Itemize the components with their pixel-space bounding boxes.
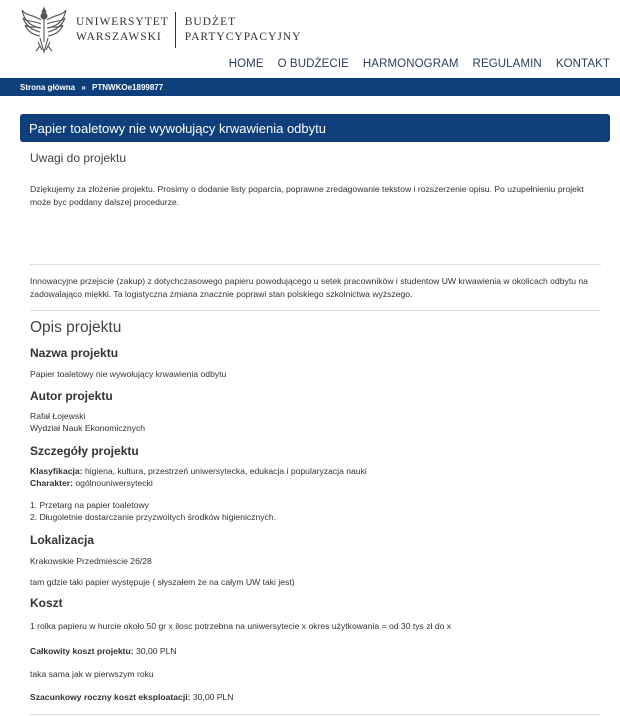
breadcrumb: [0, 78, 620, 96]
site-logo[interactable]: [20, 4, 301, 56]
divider: [30, 714, 601, 715]
autor-name: Rafał Łojewski: [30, 411, 86, 421]
page-title: Papier toaletowy nie wywołujący krwawienia odbytu: [20, 114, 610, 142]
lokalizacja-heading: Lokalizacja: [30, 533, 95, 547]
uwagi-text: Dziękujemy za złożenie projektu. Prosimy o dodanie listy poparcia, poprawne zredagowanie tekstow i rozszerzenie opisu. Po uzupełnieniu projekt może byc poddany dalszej procedurze.: [30, 184, 584, 207]
nav-regulamin[interactable]: REGULAMIN: [472, 58, 542, 70]
logo-line-1: UNIWERSYTET: [76, 16, 169, 28]
calkowity-value: 30,00 PLN: [133, 646, 177, 656]
charakter-row: [30, 477, 600, 489]
lokalizacja-address: Krakowskie Przedmiescie 26/28: [30, 556, 152, 566]
breadcrumb-home[interactable]: Strona główna: [20, 83, 76, 92]
nazwa-heading: Nazwa projektu: [30, 346, 119, 360]
calkowity-label: Całkowity koszt projektu:: [30, 646, 134, 656]
lokalizacja-note: tam gdzie taki papier występuje ( słyszałem że na całym UW taki jest): [30, 577, 295, 587]
autor-department: Wydział Nauk Ekonomicznych: [30, 423, 146, 433]
logo-line-4: PARTYCYPACYJNY: [184, 31, 302, 43]
logo-program-name: [185, 15, 302, 45]
roczny-value: 30,00 PLN: [190, 692, 234, 702]
logo-line-2: WARSZAWSKI: [76, 31, 162, 43]
nazwa-value: Papier toaletowy nie wywołujący krwawienia odbytu: [30, 369, 227, 379]
eagle-emblem-icon: [20, 4, 68, 56]
breadcrumb-separator: »: [81, 83, 86, 92]
divider: [30, 264, 601, 265]
site-header: [0, 0, 620, 78]
nav-kontakt[interactable]: KONTAKT: [555, 58, 610, 70]
uwagi-heading: Uwagi do projektu: [30, 151, 127, 165]
logo-line-3: BUDŻET: [184, 16, 237, 28]
project-intro: Innowacyjne przejscie (zakup) z dotychczasowego papieru powodującego u setek pracowników i studentow UW krwawienia w okolicach odbytu na zadowalająco miękki. Ta logistyczna zmiana znacznie poprawi stan polskiego szkolnictwa wyższego.: [30, 276, 588, 299]
divider: [30, 310, 601, 311]
opis-heading: Opis projektu: [30, 319, 122, 336]
nav-home[interactable]: HOME: [228, 58, 264, 70]
szczegoly-heading: Szczegóły projektu: [30, 444, 139, 458]
list-item: 1. Przetarg na papier toaletowy: [30, 500, 149, 510]
charakter-value: ogólnouniwersytecki: [73, 478, 153, 488]
autor-heading: Autor projektu: [30, 389, 113, 403]
main-nav: [229, 58, 610, 70]
breadcrumb-current: PTNWKOe1899877: [92, 83, 164, 92]
logo-divider: [175, 12, 176, 48]
roczny-row: [30, 691, 600, 703]
list-item: 2. Długoletnie dostarczanie przyzwoitych środków higienicznych.: [30, 512, 276, 522]
koszt-heading: Koszt: [30, 596, 63, 610]
koszt-description: 1 rolka papieru w hurcie około 50 gr x ilosc potrzebna na uniwersytecie x okres użytkowania = od 30 tys zł do x: [30, 621, 452, 631]
koszt-note: taka sama jak w pierwszym roku: [30, 669, 154, 679]
klasyfikacja-label: Klasyfikacja:: [30, 466, 83, 476]
roczny-label: Szacunkowy roczny koszt eksploatacji:: [30, 692, 191, 702]
charakter-label: Charakter:: [30, 478, 73, 488]
nav-o-budzecie[interactable]: O BUDŻECIE: [277, 58, 349, 70]
logo-university-name: [76, 15, 169, 45]
calkowity-row: [30, 645, 600, 657]
klasyfikacja-value: higiena, kultura, przestrzeń uniwersytecka, edukacja i popularyzacja nauki: [82, 466, 367, 476]
klasyfikacja-row: [30, 465, 600, 477]
nav-harmonogram[interactable]: HARMONOGRAM: [362, 58, 459, 70]
